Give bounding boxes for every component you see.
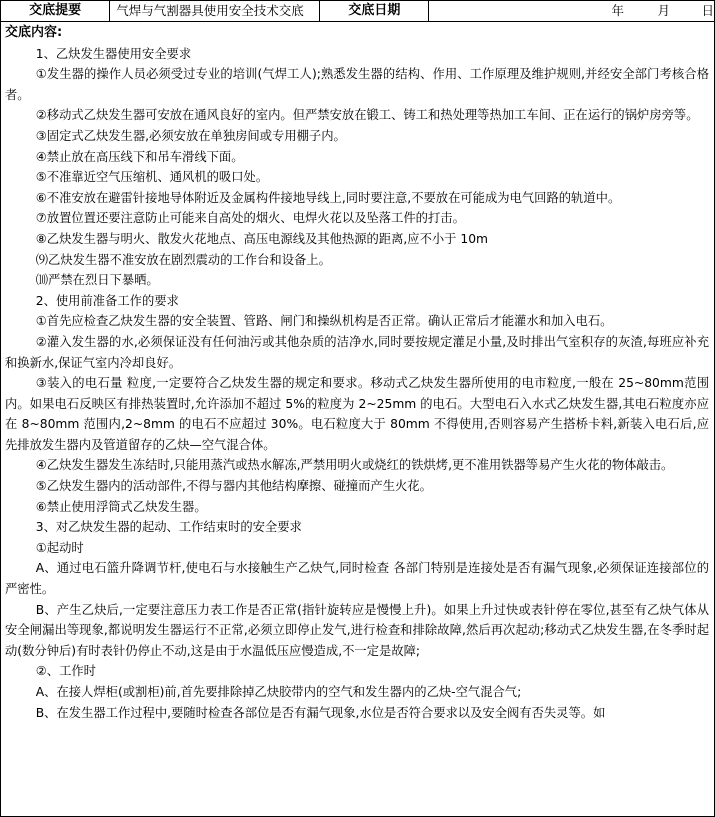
- paragraph: ③固定式乙炔发生器,必须安放在单独房间或专用棚子内。: [35, 128, 346, 143]
- paragraph: B、在发生器工作过程中,要随时检查各部位是否有漏气现象,水位是否符合要求以及安全阀有否失灵等。如: [35, 705, 606, 720]
- paragraph: ③装入的电石量 粒度,一定要符合乙炔发生器的规定和要求。移动式乙炔发生器所使用的电市粒度,一般在 25~80mm范围内。如果电石反映区有排热装置时,允许添加不超过 5%的粒度为 2~25mm 的电石。大型电石入水式乙炔发生器,其电石粒度亦应在 8~80mm 范围内,2~8mm 的电石不应超过 30%。电石粒度大于 80mm 不得使用,否则容易产生搭桥卡料,新装入电石后,应先排放发生器内及管道留存的乙炔—空气混合体。: [5, 376, 709, 452]
- date-day: 日: [701, 3, 714, 18]
- date-label: 交底日期: [320, 1, 429, 21]
- paragraph: ④乙炔发生器发生冻结时,只能用蒸汽或热水解冻,严禁用明火或烧红的铁烘烤,更不准用铁器等易产生火花的物体敲击。: [35, 458, 674, 473]
- paragraph: ⑥不准安放在避雷针接地导体附近及金属构件接地导线上,同时要注意,不要放在可能成为电气回路的轨道中。: [35, 190, 621, 205]
- paragraph: ⑦放置位置还要注意防止可能来自高处的烟火、电焊火花以及坠落工件的打击。: [35, 211, 465, 226]
- content-body: [1, 22, 714, 723]
- paragraph: ⑽严禁在烈日下暴晒。: [35, 273, 159, 288]
- paragraph: ⑤乙炔发生器内的活动部件,不得与器内其他结构摩擦、碰撞而产生火花。: [35, 479, 432, 494]
- paragraph: ⑤不准靠近空气压缩机、通风机的吸口处。: [35, 170, 269, 185]
- paragraph: ①发生器的操作人员必须受过专业的培训(气焊工人);熟悉发生器的结构、作用、工作原理及维护规则,并经安全部门考核合格者。: [5, 67, 709, 102]
- section-heading-3: 3、对乙炔发生器的起动、工作结束时的安全要求: [35, 520, 302, 535]
- paragraph: A、通过电石篮升降调节杆,使电石与水接触生产乙炔气,同时检查 各部门特别是连接处是否有漏气现象,必须保证连接部位的严密性。: [5, 561, 709, 597]
- subsection-heading: ②、工作时: [35, 664, 96, 679]
- paragraph: B、产生乙炔后,一定要注意压力表工作是否正常(指针旋转应是慢慢上升)。如果上升过快或表针停在零位,甚至有乙炔气体从安全闸漏出等现象,都说明发生器运行不正常,必须立即停止发气,进行检查和排除故障,然后再次起动;移动式乙炔发生器,在冬季时起动(数分钟后)有时表针仍停止不动,这是由于水温低压应慢造成,不一定是故障;: [5, 602, 709, 658]
- topic-value: 气焊与气割器具使用安全技术交底: [110, 1, 320, 21]
- section-heading-2: 2、使用前准备工作的要求: [35, 293, 179, 308]
- topic-label: 交底提要: [1, 1, 110, 21]
- content-title: 交底内容:: [5, 25, 63, 40]
- paragraph: ②移动式乙炔发生器可安放在通风良好的室内。但严禁安放在锻工、铸工和热处理等热加工车间、正在运行的锅炉房旁等。: [35, 108, 699, 123]
- paragraph: ①首先应检查乙炔发生器的安全装置、管路、闸门和操纵机构是否正常。确认正常后才能灌水和加入电石。: [35, 314, 613, 329]
- date-year: 年: [611, 3, 624, 18]
- paragraph: ⑥禁止使用浮筒式乙炔发生器。: [35, 499, 207, 514]
- section-heading-1: 1、乙炔发生器使用安全要求: [35, 46, 192, 61]
- paragraph: ④禁止放在高压线下和吊车滑线下面。: [35, 149, 244, 164]
- date-value: [429, 1, 714, 21]
- paragraph: ⑼乙炔发生器不准安放在剧烈震动的工作台和设备上。: [35, 252, 331, 267]
- header-row: [1, 1, 714, 22]
- paragraph: ②灌入发生器的水,必须保证没有任何油污或其他杂质的洁净水,同时要按规定灌足小量,及时排出气室积存的灰渣,每班应补充和换新水,保证气室内冷却良好。: [5, 334, 709, 370]
- paragraph: A、在接人焊柜(或割柜)前,首先要排除掉乙炔胶带内的空气和发生器内的乙炔-空气混合气;: [35, 685, 522, 699]
- subsection-heading: ①起动时: [35, 540, 84, 555]
- date-month: 月: [657, 3, 670, 18]
- paragraph: ⑧乙炔发生器与明火、散发火花地点、高压电源线及其他热源的距离,应不小于 10m: [35, 231, 489, 246]
